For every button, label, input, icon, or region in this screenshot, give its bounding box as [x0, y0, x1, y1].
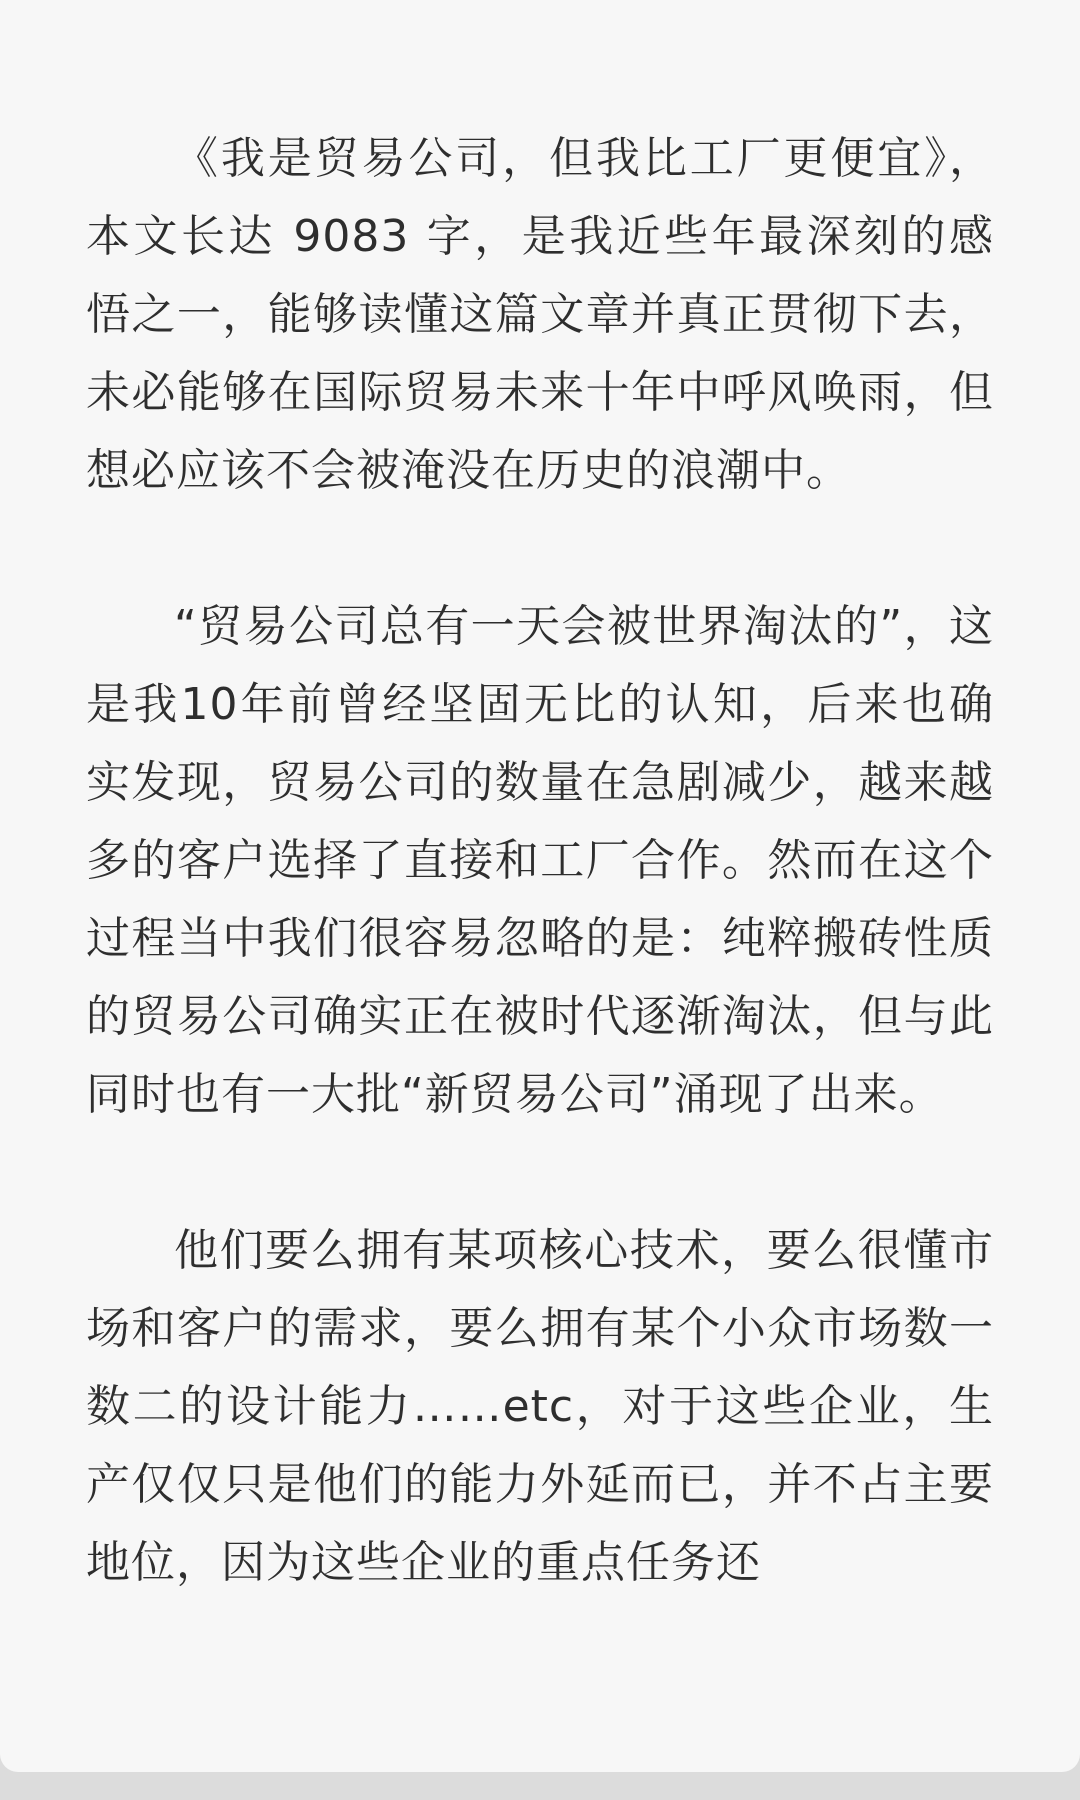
article-paragraph-2: “贸易公司总有一天会被世界淘汰的”，这是我10年前曾经坚固无比的认知，后来也确实发现，贸易公司的数量在急剧减少，越来越多的客户选择了直接和工厂合作。然而在这个过程当中我们很容易忽略的是：纯粹搬砖性质的贸易公司确实正在被时代逐渐淘汰，但与此同时也有一大批“新贸易公司”涌现了出来。 — [86, 601, 994, 1120]
article-paragraph-3: 他们要么拥有某项核心技术，要么很懂市场和客户的需求，要么拥有某个小众市场数一数二的设计能力……etc，对于这些企业，生产仅仅只是他们的能力外延而已，并不占主要地位，因为这些企业的重点任务还 — [86, 1225, 994, 1588]
article-paragraph-1: 《我是贸易公司，但我比工厂更便宜》，本文长达 9083 字，是我近些年最深刻的感悟之一，能够读懂这篇文章并真正贯彻下去，未必能够在国际贸易未来十年中呼风唤雨，但想必应该不会被淹没在历史的浪潮中。 — [86, 133, 994, 496]
page-bottom-edge — [0, 1772, 1080, 1800]
